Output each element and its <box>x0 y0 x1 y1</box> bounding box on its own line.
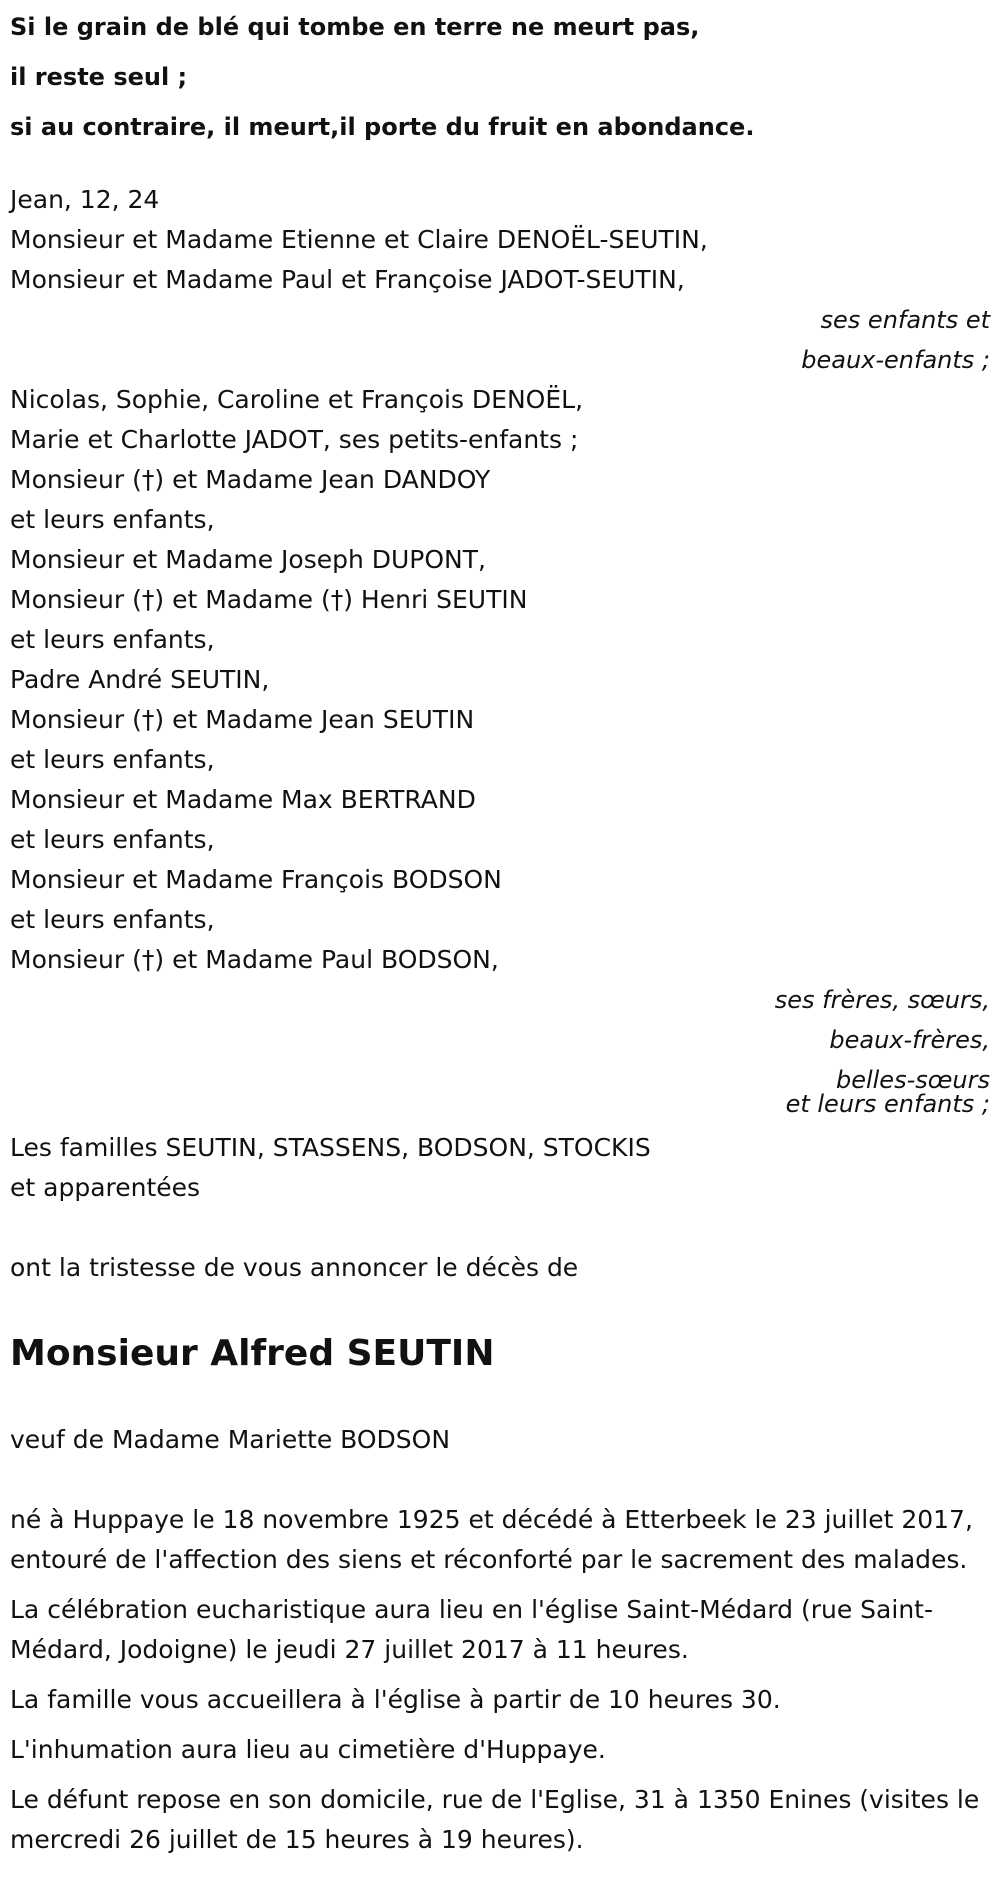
siblings-role <box>10 980 995 1124</box>
announcement: ont la tristesse de vous annoncer le décès de <box>10 1253 579 1282</box>
bible-verse <box>10 0 995 152</box>
family-line: et leurs enfants, <box>10 505 215 534</box>
verse-line: Si le grain de blé qui tombe en terre ne meurt pas, <box>10 13 700 41</box>
family-line: et apparentées <box>10 1173 201 1202</box>
family-line: et leurs enfants, <box>10 905 215 934</box>
verse-line: si au contraire, il meurt,il porte du fruit en abondance. <box>10 113 755 141</box>
family-line: Marie et Charlotte JADOT, ses petits-enfants ; <box>10 425 579 454</box>
role-line: belles-sœurs <box>835 1066 990 1094</box>
children-role <box>10 300 995 380</box>
family-line: Monsieur (†) et Madame Paul BODSON, <box>10 945 499 974</box>
paragraph-visitation: Le défunt repose en son domicile, rue de l'Eglise, 31 à 1350 Enines (visites le mercredi 26 juillet de 15 heures à 19 heures). <box>10 1785 980 1854</box>
relatives-list <box>10 380 995 980</box>
family-line: et leurs enfants, <box>10 625 215 654</box>
family-line: Nicolas, Sophie, Caroline et François DENOËL, <box>10 385 584 414</box>
role-line: beaux-enfants ; <box>801 346 990 374</box>
families-list <box>10 1128 995 1208</box>
family-line: Monsieur et Madame Max BERTRAND <box>10 785 476 814</box>
widower-line: veuf de Madame Mariette BODSON <box>10 1425 451 1454</box>
deceased-name: Monsieur Alfred SEUTIN <box>10 1333 495 1374</box>
paragraph-reception: La famille vous accueillera à l'église à partir de 10 heures 30. <box>10 1685 781 1714</box>
paragraph-ceremony: La célébration eucharistique aura lieu en l'église Saint-Médard (rue Saint-Médard, Jodoigne) le jeudi 27 juillet 2017 à 11 heures. <box>10 1595 933 1664</box>
obituary-notice <box>10 0 995 1870</box>
family-line: Monsieur (†) et Madame Jean SEUTIN <box>10 705 475 734</box>
role-line: et leurs enfants ; <box>785 1090 990 1118</box>
family-line: et leurs enfants, <box>10 825 215 854</box>
family-line: Monsieur (†) et Madame (†) Henri SEUTIN <box>10 585 528 614</box>
verse-line: il reste seul ; <box>10 63 188 91</box>
role-line: ses frères, sœurs, <box>774 986 990 1014</box>
children-list <box>10 220 995 300</box>
role-line: beaux-frères, <box>829 1026 990 1054</box>
paragraph-burial: L'inhumation aura lieu au cimetière d'Huppaye. <box>10 1735 606 1764</box>
family-line: Monsieur et Madame Paul et Françoise JADOT-SEUTIN, <box>10 265 685 294</box>
role-line: ses enfants et <box>820 306 990 334</box>
family-line: et leurs enfants, <box>10 745 215 774</box>
family-line: Padre André SEUTIN, <box>10 665 270 694</box>
family-line: Monsieur et Madame François BODSON <box>10 865 502 894</box>
family-line: Monsieur et Madame Joseph DUPONT, <box>10 545 486 574</box>
verse-reference: Jean, 12, 24 <box>10 185 160 214</box>
family-line: Les familles SEUTIN, STASSENS, BODSON, STOCKIS <box>10 1133 651 1162</box>
family-line: Monsieur (†) et Madame Jean DANDOY <box>10 465 491 494</box>
paragraph-birth-death: né à Huppaye le 18 novembre 1925 et décédé à Etterbeek le 23 juillet 2017, entouré de l'affection des siens et réconforté par le sacrement des malades. <box>10 1505 973 1574</box>
family-line: Monsieur et Madame Etienne et Claire DENOËL-SEUTIN, <box>10 225 708 254</box>
